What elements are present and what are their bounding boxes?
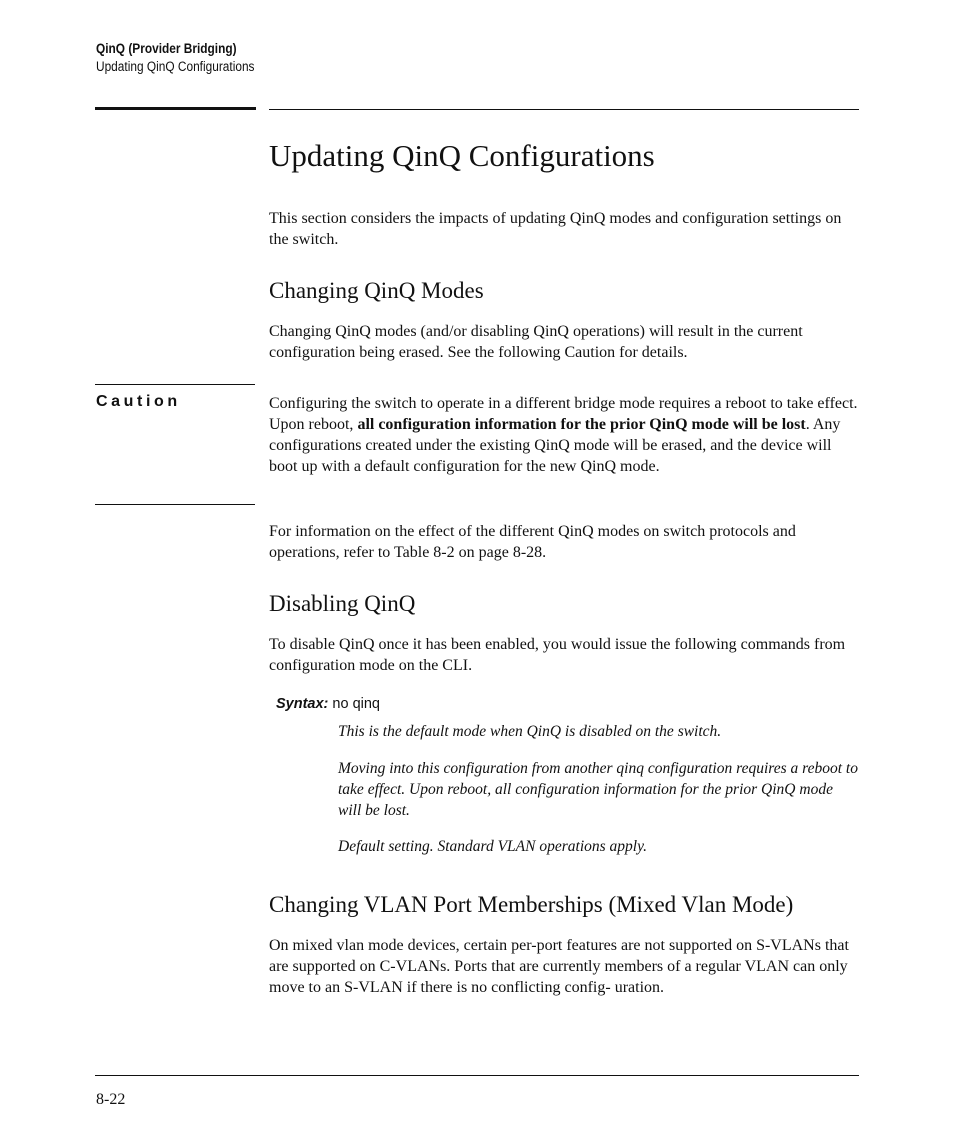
footer-rule [95,1075,859,1076]
page-title: Updating QinQ Configurations [269,138,655,173]
heading-disabling-qinq: Disabling QinQ [269,591,416,616]
header-rule-thick [95,107,256,110]
running-head-chapter: QinQ (Provider Bridging) [96,41,237,56]
caution-text-part2: . Any configurations created under the existing QinQ mode will be erased, and the device will boot up with a default configuration for the new QinQ mode. [269,416,841,475]
syntax-command: no qinq [328,696,380,712]
caution-text-bold: all configuration information for the prior QinQ mode will be lost [357,416,806,433]
page-number: 8-22 [96,1091,126,1108]
caution-text [269,393,859,477]
modes-info-paragraph: For information on the effect of the different QinQ modes on switch protocols and operations, refer to Table 8-2 on page 8-28. [269,523,796,561]
changing-modes-paragraph: Changing QinQ modes (and/or disabling QinQ operations) will result in the current configuration being erased. See the following Caution for details. [269,323,803,361]
syntax-note-2: Moving into this configuration from another qinq configuration requires a reboot to take effect. Upon reboot, all configuration information for the prior QinQ mode will be lost. [338,760,858,819]
disabling-paragraph: To disable QinQ once it has been enabled, you would issue the following commands from configuration mode on the CLI. [269,636,846,674]
header-rule-thin [269,109,859,110]
syntax-label: Syntax: [276,696,329,712]
caution-rule-bottom [95,504,255,505]
syntax-note-3: Default setting. Standard VLAN operations apply. [338,838,647,855]
heading-changing-vlan-port-memberships: Changing VLAN Port Memberships (Mixed Vlan Mode) [269,892,794,917]
caution-text-part1: Configuring the switch to operate in a different bridge mode requires a reboot to take effect. Upon reboot, [269,395,858,433]
syntax-note-1: This is the default mode when QinQ is disabled on the switch. [338,723,722,740]
caution-label: Caution [96,393,181,410]
heading-changing-qinq-modes: Changing QinQ Modes [269,278,484,303]
syntax-line [276,694,380,714]
mixed-vlan-paragraph: On mixed vlan mode devices, certain per-port features are not supported on S-VLANs that are supported on C-VLANs. Ports that are currently members of a regular VLAN can only move to an S-VLAN if there is no conflicting config- uration. [269,937,849,996]
caution-rule-top [95,384,255,385]
running-head-section: Updating QinQ Configurations [96,59,255,74]
running-head [96,40,254,76]
intro-paragraph: This section considers the impacts of updating QinQ modes and configuration settings on the switch. [269,210,842,248]
